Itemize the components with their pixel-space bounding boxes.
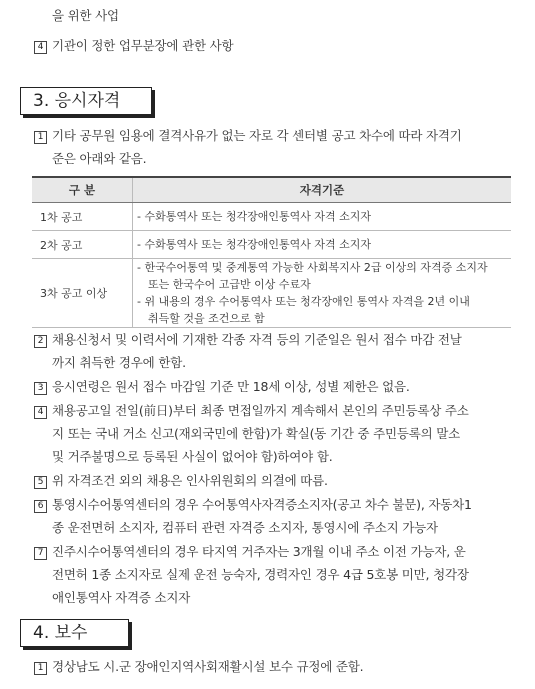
- item-text-continued: 및 거주불명으로 등록된 사실이 없어야 함)하여야 함.: [52, 449, 333, 464]
- list-item: [34, 36, 233, 54]
- item-text: 진주시수어통역센터의 경우 타지역 거주자는 3개월 이내 주소 이전 가능자, 운: [52, 544, 466, 559]
- criteria-cell: - 수화통역사 또는 청각장애인통역사 자격 소지자: [133, 231, 512, 259]
- item-number: 4: [34, 406, 47, 419]
- criteria-line: 취득할 것을 조건으로 함: [148, 312, 265, 325]
- criteria-line: - 위 내용의 경우 수어통역사 또는 청각장애인 통역사 자격을 2년 이내: [137, 295, 470, 308]
- criteria-line: 또는 한국수어 고급반 이상 수료자: [148, 278, 311, 291]
- item-number: 5: [34, 476, 47, 489]
- item-text-continued: 준은 아래와 같음.: [52, 151, 147, 166]
- item-number: 6: [34, 500, 47, 513]
- list-item: [34, 126, 462, 144]
- item-text: 응시연령은 원서 접수 마감일 기준 만 18세 이상, 성별 제한은 없음.: [52, 379, 410, 394]
- item-text: 채용신청서 및 이력서에 기재한 각종 자격 등의 기준일은 원서 접수 마감 전날: [52, 332, 462, 347]
- item-text: 채용공고일 전일(前日)부터 최종 면접일까지 계속해서 본인의 주민등록상 주소: [52, 403, 469, 418]
- list-item: [34, 542, 466, 560]
- row-label: 2차 공고: [32, 231, 133, 259]
- list-item: [34, 377, 410, 395]
- item-text: 기관이 정한 업무분장에 관한 사항: [52, 38, 234, 53]
- item-text: 위 자격조건 외의 채용은 인사위원회의 의결에 따름.: [52, 473, 328, 488]
- list-item: [34, 401, 469, 419]
- item-text-continued: 까지 취득한 경우에 한함.: [52, 355, 186, 370]
- section-heading-qualifications: 3. 응시자격: [20, 87, 152, 115]
- item-number: 3: [34, 382, 47, 395]
- criteria-cell: - 수화통역사 또는 청각장애인통역사 자격 소지자: [133, 203, 512, 231]
- item-text: 경상남도 시.군 장애인지역사회재활시설 보수 규정에 준함.: [52, 659, 364, 674]
- item-number: 4: [34, 41, 47, 54]
- list-item: [34, 657, 363, 675]
- item-text-continued: 전면허 1종 소지자로 실제 운전 능숙자, 경력자인 경우 4급 5호봉 미만, 청각장: [52, 567, 469, 582]
- table-row: [32, 203, 511, 231]
- item-number: 1: [34, 662, 47, 675]
- qualification-table: [32, 176, 511, 328]
- list-item: [34, 495, 472, 513]
- criteria-line: - 한국수어통역 및 중계통역 가능한 사회복지사 2급 이상의 자격증 소지자: [137, 261, 488, 274]
- row-label: 1차 공고: [32, 203, 133, 231]
- section-heading-salary: 4. 보수: [20, 619, 129, 647]
- column-header-criteria: 자격기준: [133, 177, 512, 203]
- table-row: [32, 231, 511, 259]
- table-header-row: [32, 177, 511, 203]
- list-item: [34, 471, 328, 489]
- item-text-continued: 애인통역사 자격증 소지자: [52, 590, 191, 605]
- continuation-text: 을 위한 사업: [52, 8, 119, 23]
- item-number: 1: [34, 131, 47, 144]
- list-item: [34, 330, 462, 348]
- row-label: 3차 공고 이상: [32, 259, 133, 328]
- criteria-cell: [133, 259, 512, 328]
- item-number: 2: [34, 335, 47, 348]
- column-header-category: 구 분: [32, 177, 133, 203]
- item-text: 통영시수어통역센터의 경우 수어통역사자격증소지자(공고 차수 불문), 자동차1: [52, 497, 472, 512]
- item-text-continued: 지 또는 국내 거소 신고(재외국민에 한함)가 확실(동 기간 중 주민등록의 말소: [52, 426, 461, 441]
- table-row: [32, 259, 511, 328]
- item-text-continued: 종 운전면허 소지자, 컴퓨터 관련 자격증 소지자, 통영시에 주소지 가능자: [52, 520, 438, 535]
- item-text: 기타 공무원 임용에 결격사유가 없는 자로 각 센터별 공고 차수에 따라 자격기: [52, 128, 462, 143]
- item-number: 7: [34, 547, 47, 560]
